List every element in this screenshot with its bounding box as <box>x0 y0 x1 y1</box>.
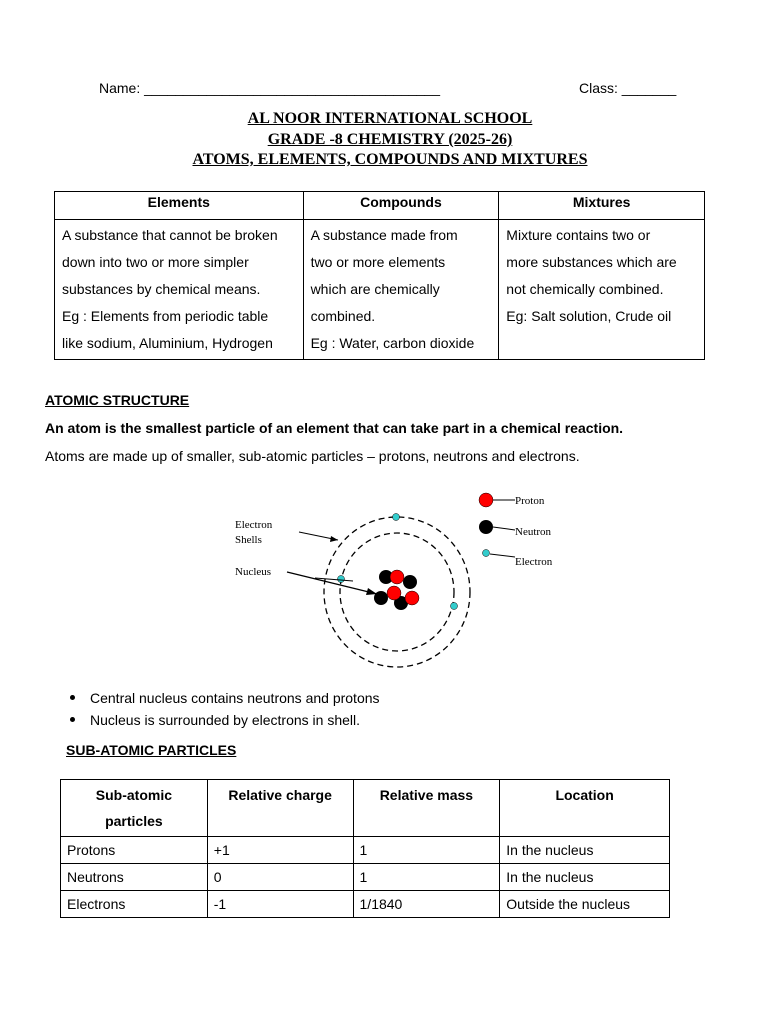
cell-line: A substance made from <box>310 227 458 243</box>
table-cell: Outside the nucleus <box>500 891 670 918</box>
compounds-cell <box>303 220 499 360</box>
legend-neutron-label: Neutron <box>515 526 552 538</box>
electron-particle <box>393 514 400 521</box>
cell-line: which are chemically <box>310 281 440 297</box>
nucleus-facts-list <box>63 687 380 731</box>
cell-line: substances by chemical means. <box>62 281 261 297</box>
cell-line: Mixture contains two or <box>506 227 651 243</box>
cell-line: A substance that cannot be broken <box>62 227 278 243</box>
nucleus <box>374 570 419 610</box>
legend-electron-label: Electron <box>515 556 553 568</box>
mixtures-cell <box>499 220 705 360</box>
proton-particle <box>390 570 404 584</box>
atom-definition: An atom is the smallest particle of an element that can take part in a chemical reaction. <box>45 420 624 436</box>
table-cell: 1/1840 <box>353 891 500 918</box>
legend-leader <box>493 527 515 530</box>
proton-particle <box>405 591 419 605</box>
nucleus-pointer <box>287 572 377 594</box>
class-field-label: Class: _______ <box>579 80 677 96</box>
table-cell: In the nucleus <box>500 864 670 891</box>
table-cell: -1 <box>207 891 353 918</box>
proton-particle <box>387 586 401 600</box>
neutron-particle <box>403 575 417 589</box>
header-elements: Elements <box>55 192 304 220</box>
legend-leader <box>490 554 515 557</box>
header-location: Location <box>500 780 670 837</box>
header-line: Sub-atomic <box>95 787 172 803</box>
subatomic-heading: SUB-ATOMIC PARTICLES <box>66 742 237 758</box>
atomic-structure-heading: ATOMIC STRUCTURE <box>45 392 190 408</box>
cell-line: not chemically combined. <box>506 281 664 297</box>
atom-diagram-svg <box>225 484 565 679</box>
atom-description: Atoms are made up of smaller, sub-atomic particles – protons, neutrons and electrons. <box>45 448 580 464</box>
cell-line: combined. <box>310 308 376 324</box>
legend-proton-label: Proton <box>515 495 545 507</box>
electron-particle <box>451 603 458 610</box>
cell-line: Eg : Elements from periodic table <box>62 308 269 324</box>
shells-label-line1: Electron <box>235 519 273 531</box>
table-row <box>61 864 670 891</box>
table-cell: Protons <box>61 837 208 864</box>
legend-proton-swatch <box>479 493 493 507</box>
list-item: Nucleus is surrounded by electrons in shell. <box>63 709 380 731</box>
cell-line: two or more elements <box>310 254 446 270</box>
legend-electron-swatch <box>483 550 490 557</box>
header-line: particles <box>105 813 163 829</box>
table-cell: 0 <box>207 864 353 891</box>
classification-table <box>54 191 705 360</box>
header-relative-mass: Relative mass <box>353 780 500 837</box>
table-cell: Electrons <box>61 891 208 918</box>
table-cell: +1 <box>207 837 353 864</box>
header-relative-charge: Relative charge <box>207 780 353 837</box>
header-compounds: Compounds <box>303 192 499 220</box>
table-row <box>61 891 670 918</box>
grade-title: GRADE -8 CHEMISTRY (2025-26) <box>267 131 513 148</box>
subatomic-table <box>60 779 670 918</box>
cell-line: like sodium, Aluminium, Hydrogen <box>62 335 273 351</box>
neutron-particle <box>374 591 388 605</box>
topic-title: ATOMS, ELEMENTS, COMPOUNDS AND MIXTURES <box>192 151 588 168</box>
legend-neutron-swatch <box>479 520 493 534</box>
table-cell: In the nucleus <box>500 837 670 864</box>
table-row <box>61 837 670 864</box>
arrowhead-icon <box>330 536 338 542</box>
nucleus-label: Nucleus <box>235 566 272 578</box>
table-cell: Neutrons <box>61 864 208 891</box>
table-cell: 1 <box>353 837 500 864</box>
shells-label-line2: Shells <box>235 534 262 546</box>
header-subatomic-particles <box>61 780 208 837</box>
header-mixtures: Mixtures <box>499 192 705 220</box>
cell-line: Eg: Salt solution, Crude oil <box>506 308 672 324</box>
list-item: Central nucleus contains neutrons and protons <box>63 687 380 709</box>
cell-line: down into two or more simpler <box>62 254 249 270</box>
cell-line: more substances which are <box>506 254 677 270</box>
school-title: AL NOOR INTERNATIONAL SCHOOL <box>247 110 533 127</box>
name-field-label: Name: ______________________________________ <box>99 80 440 96</box>
electron-particle <box>338 576 345 583</box>
table-cell: 1 <box>353 864 500 891</box>
elements-cell <box>55 220 304 360</box>
arrowhead-icon <box>366 588 377 595</box>
atom-diagram <box>225 484 565 679</box>
cell-line: Eg : Water, carbon dioxide <box>310 335 475 351</box>
